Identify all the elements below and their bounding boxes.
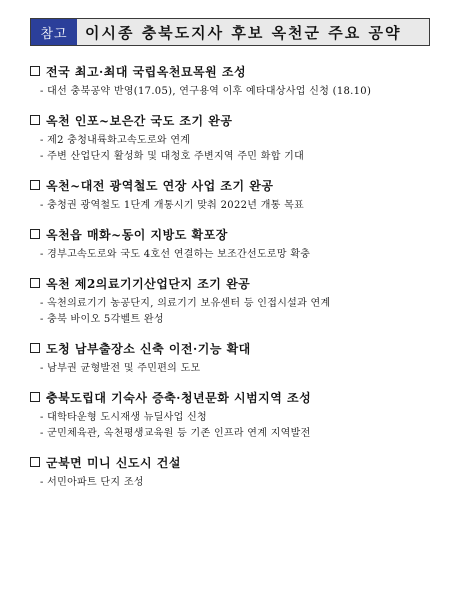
pledge-detail: - 대학타운형 도시재생 뉴딜사업 신청 [40,412,207,423]
pledge-detail: - 남부권 균형발전 및 주민편의 도모 [40,363,201,374]
pledge-section [30,453,448,490]
reference-badge: 참고 [31,19,77,45]
pledge-title: 군북면 미니 신도시 건설 [46,455,181,470]
checkbox-icon [30,229,40,239]
pledge-title: 도청 남부출장소 신축 이전·기능 확대 [46,341,251,356]
pledge-section [30,111,448,164]
pledge-title: 충북도립대 기숙사 증축·청년문화 시범지역 조성 [46,390,312,405]
pledge-title: 전국 최고·최대 국립옥천묘목원 조성 [46,64,247,79]
pledge-heading [30,453,448,471]
pledge-detail: - 충청권 광역철도 1단계 개통시기 맞춰 2022년 개통 목표 [40,200,305,211]
checkbox-icon [30,278,40,288]
pledge-heading [30,62,448,80]
pledge-section [30,388,448,441]
pledge-section [30,176,448,213]
pledge-detail: - 군민체육관, 옥천평생교육원 등 기존 인프라 연계 지역발전 [40,428,311,439]
checkbox-icon [30,66,40,76]
pledge-detail: - 충북 바이오 5각벨트 완성 [40,314,164,325]
pledge-section [30,339,448,376]
pledge-title: 옥천읍 매화~동이 지방도 확포장 [46,227,228,242]
pledge-detail: - 경부고속도로와 국도 4호선 연결하는 보조간선도로망 확충 [40,249,311,260]
pledge-heading [30,274,448,292]
pledge-heading [30,388,448,406]
pledge-title: 옥천 제2의료기기산업단지 조기 완공 [46,276,251,291]
pledge-heading [30,225,448,243]
checkbox-icon [30,457,40,467]
pledge-section [30,274,448,327]
checkbox-icon [30,392,40,402]
pledge-heading [30,111,448,129]
page-title: 이시종 충북도지사 후보 옥천군 주요 공약 [77,19,429,45]
pledge-title: 옥천~대전 광역철도 연장 사업 조기 완공 [46,178,274,193]
pledge-detail: - 옥천의료기기 농공단지, 의료기기 보유센터 등 인접시설과 연계 [40,298,331,309]
pledge-section [30,62,448,99]
pledge-detail: - 제2 충청내륙화고속도로와 연계 [40,135,191,146]
pledge-title: 옥천 인포~보은간 국도 조기 완공 [46,113,233,128]
reference-header [30,18,430,46]
checkbox-icon [30,343,40,353]
pledge-heading [30,176,448,194]
checkbox-icon [30,180,40,190]
pledge-detail: - 대선 충북공약 반영(17.05), 연구용역 이후 예타대상사업 신청 (18.10) [40,86,372,97]
pledge-section [30,225,448,262]
pledge-list [30,62,448,502]
checkbox-icon [30,115,40,125]
pledge-detail: - 서민아파트 단지 조성 [40,477,144,488]
pledge-detail: - 주변 산업단지 활성화 및 대청호 주변지역 주민 화합 기대 [40,151,305,162]
pledge-heading [30,339,448,357]
